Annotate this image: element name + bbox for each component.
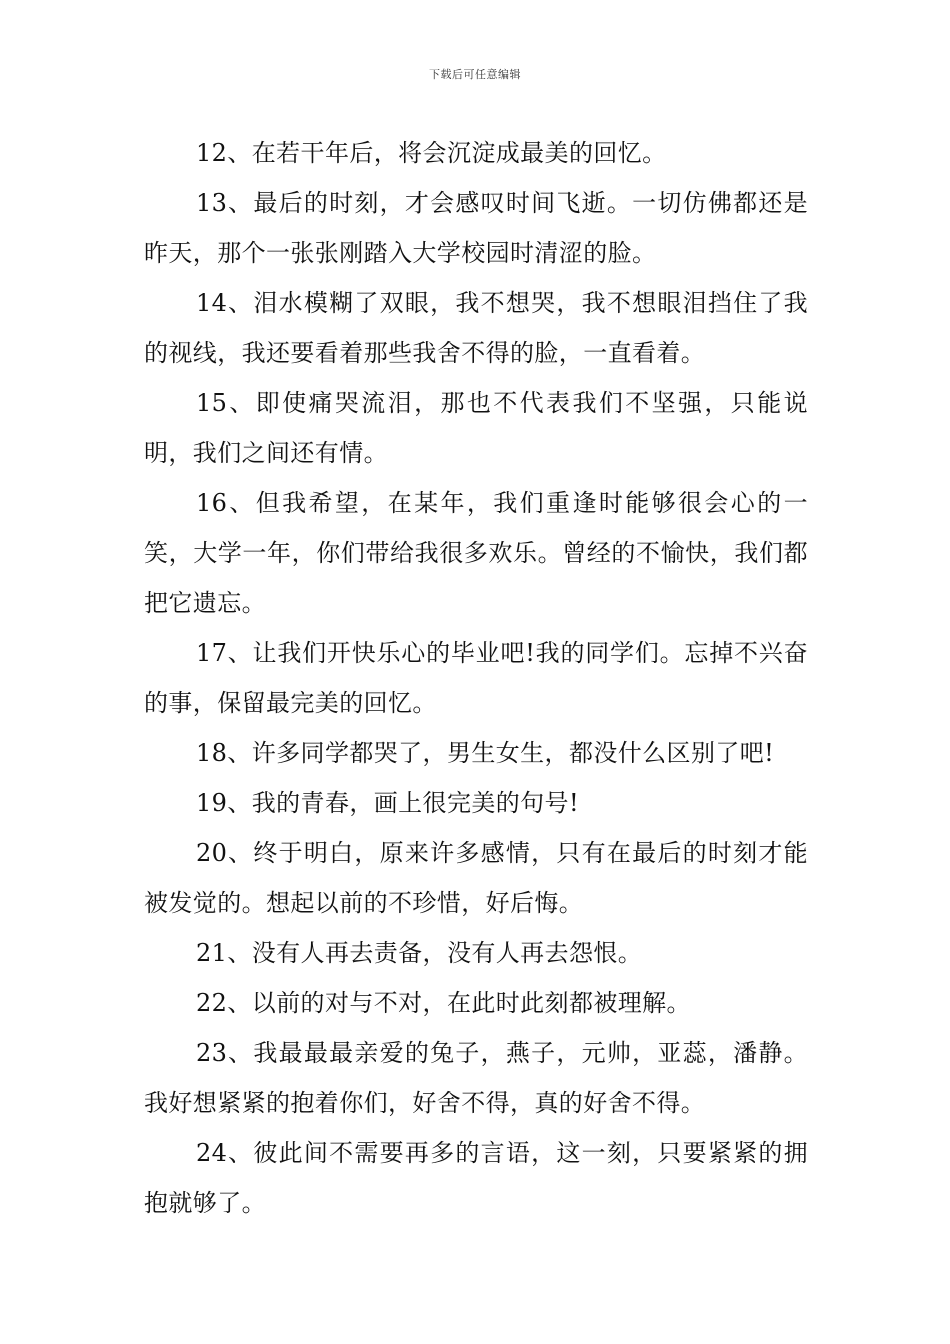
paragraph-13: 13、最后的时刻，才会感叹时间飞逝。一切仿佛都还是昨天，那个一张张刚踏入大学校园时清涩的脸。 [144, 189, 808, 267]
paragraph-21: 21、没有人再去责备，没有人再去怨恨。 [196, 939, 643, 967]
paragraph-20: 20、终于明白，原来许多感情，只有在最后的时刻才能被发觉的。想起以前的不珍惜，好后悔。 [144, 839, 808, 917]
paragraph-12: 12、在若干年后，将会沉淀成最美的回忆。 [196, 139, 667, 167]
page-header-note: 下载后可任意编辑 [429, 68, 521, 81]
document-body [144, 128, 808, 1228]
paragraph-19: 19、我的青春，画上很完美的句号! [196, 789, 579, 817]
paragraph-14: 14、泪水模糊了双眼，我不想哭，我不想眼泪挡住了我的视线，我还要看着那些我舍不得的脸，一直看着。 [144, 289, 808, 367]
paragraph-24: 24、彼此间不需要再多的言语，这一刻，只要紧紧的拥抱就够了。 [144, 1139, 808, 1217]
paragraph-18: 18、许多同学都哭了，男生女生，都没什么区别了吧! [196, 739, 775, 767]
paragraph-23: 23、我最最最亲爱的兔子，燕子，元帅，亚蕊，潘静。我好想紧紧的抱着你们，好舍不得，真的好舍不得。 [144, 1039, 808, 1117]
paragraph-17: 17、让我们开快乐心的毕业吧!我的同学们。忘掉不兴奋的事，保留最完美的回忆。 [144, 639, 808, 717]
paragraph-16: 16、但我希望，在某年，我们重逢时能够很会心的一笑，大学一年，你们带给我很多欢乐。曾经的不愉快，我们都把它遗忘。 [144, 489, 808, 617]
paragraph-22: 22、以前的对与不对，在此时此刻都被理解。 [196, 989, 691, 1017]
paragraph-15: 15、即使痛哭流泪，那也不代表我们不坚强，只能说明，我们之间还有情。 [144, 389, 808, 467]
